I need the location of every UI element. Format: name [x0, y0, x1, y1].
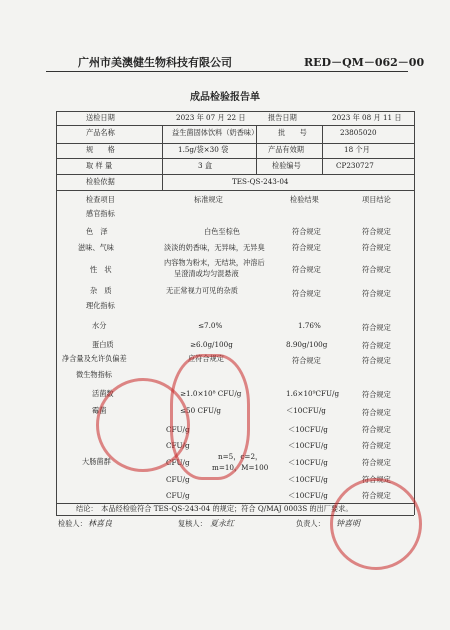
sensory-result: 符合规定: [292, 289, 321, 298]
physchem-result: 1.76%: [298, 321, 321, 330]
batch-number: 23805020: [340, 128, 377, 137]
coliform-sampling-line2: m=10，M=100: [212, 463, 269, 472]
basis-value: TES-QS-243-04: [232, 177, 289, 186]
coliform-result: ＜10CFU/g: [288, 475, 328, 484]
sensory-standard: 白色至棕色: [204, 227, 240, 236]
shelf-life-label: 产品有效期: [268, 145, 304, 154]
sensory-result: 符合规定: [292, 243, 321, 252]
physchem-item: 水分: [92, 321, 107, 330]
micro-item: 活菌数: [92, 389, 114, 398]
reviewer-label: 复核人：: [178, 519, 207, 528]
report-date: 2023 年 08 月 11 日: [332, 113, 402, 122]
shelf-life-value: 18 个月: [344, 145, 370, 154]
physchem-conclusion: 符合规定: [362, 356, 391, 365]
sensory-conclusion: 符合规定: [362, 227, 391, 236]
document-number: RED－QM－062－00: [304, 56, 425, 69]
col-header-item: 检查项目: [86, 195, 115, 204]
sensory-standard: 无正常视力可见的杂质: [166, 286, 238, 295]
sensory-result: 符合规定: [292, 265, 321, 274]
report-title: 成品检验报告单: [190, 92, 260, 103]
coliform-result: ＜10CFU/g: [288, 458, 328, 467]
sensory-conclusion: 符合规定: [362, 265, 391, 274]
col-header-result: 检验结果: [290, 195, 319, 204]
sensory-item: 滋味、气味: [78, 243, 114, 252]
sensory-conclusion: 符合规定: [362, 289, 391, 298]
coliform-conclusion: 符合规定: [362, 491, 391, 500]
physchem-result: 8.90g/100g: [286, 340, 328, 349]
col-header-conclusion: 项目结论: [362, 195, 391, 204]
delivery-date-label: 送检日期: [86, 113, 115, 122]
sensory-standard: 淡淡的奶香味，无异味，无异臭: [164, 243, 265, 252]
micro-standard: ≥1.0×10⁸ CFU/g: [180, 389, 242, 398]
reviewer-signature: 夏永红: [210, 519, 234, 528]
product-name-label: 产品名称: [86, 128, 115, 137]
manager-label: 负责人：: [296, 519, 325, 528]
col-header-standard: 标准规定: [194, 195, 223, 204]
spec-value: 1.5g/袋×30 袋: [178, 145, 229, 154]
coliform-conclusion: 符合规定: [362, 441, 391, 450]
physchem-result: 符合规定: [292, 356, 321, 365]
coliform-unit: CFU/g: [166, 425, 190, 434]
report-date-label: 报告日期: [268, 113, 297, 122]
delivery-date: 2023 年 07 月 22 日: [176, 113, 246, 122]
conclusion-text: 结论： 本品经检验符合 TES-QS-243-04 的规定；符合 Q/MAJ 0003S 的出厂要求。: [76, 504, 353, 513]
sensory-conclusion: 符合规定: [362, 243, 391, 252]
test-no-label: 检验编号: [272, 161, 301, 170]
coliform-result: ＜10CFU/g: [288, 491, 328, 500]
approval-stamp-right: [330, 475, 422, 570]
micro-result: ＜10CFU/g: [286, 406, 326, 415]
micro-item: 霉菌: [92, 406, 107, 415]
coliform-conclusion: 符合规定: [362, 458, 391, 467]
sensory-item: 色 泽: [86, 227, 108, 236]
coliform-conclusion: 符合规定: [362, 475, 391, 484]
inspector-label: 检验人：: [58, 519, 87, 528]
header-rule: [46, 71, 408, 72]
micro-conclusion: 符合规定: [362, 390, 391, 399]
micro-result: 1.6×10⁹CFU/g: [286, 389, 340, 398]
physchem-item: 净含量及允许负偏差: [62, 354, 127, 363]
sensory-standard-line2: 呈澄清或均匀混悬液: [174, 269, 239, 278]
inspector-signature: 林喜良: [88, 519, 112, 528]
section-sensory: 感官指标: [86, 209, 115, 218]
batch-label: 批 号: [278, 128, 307, 137]
coliform-result: ＜10CFU/g: [288, 425, 328, 434]
physchem-item: 蛋白质: [92, 340, 114, 349]
spec-label: 规 格: [86, 145, 115, 154]
sample-qty-label: 取 样 量: [86, 161, 113, 170]
qc-stamp-center: [170, 354, 250, 480]
company-name: 广州市美澳健生物科技有限公司: [78, 56, 232, 69]
micro-conclusion: 符合规定: [362, 408, 391, 417]
section-micro: 微生物指标: [76, 370, 112, 379]
sensory-item: 杂 质: [90, 286, 112, 295]
coliform-item: 大肠菌群: [82, 457, 111, 466]
physchem-conclusion: 符合规定: [362, 323, 391, 332]
sensory-standard: 内容物为粉末，无结块，冲溶后: [164, 258, 265, 267]
micro-standard: ≤50 CFU/g: [180, 406, 222, 415]
manager-signature: 钟喜明: [336, 519, 360, 528]
coliform-conclusion: 符合规定: [362, 425, 391, 434]
sensory-result: 符合规定: [292, 227, 321, 236]
coliform-sampling: n=5，c=2，: [218, 452, 263, 461]
coliform-unit: CFU/g: [166, 491, 190, 500]
coliform-unit: CFU/g: [166, 458, 190, 467]
basis-label: 检验依据: [86, 177, 115, 186]
sample-qty-value: 3 盒: [198, 161, 213, 170]
physchem-standard: ≤7.0%: [198, 321, 223, 330]
coliform-unit: CFU/g: [166, 441, 190, 450]
physchem-standard: ≥6.0g/100g: [190, 340, 233, 349]
product-name: 益生菌固体饮料（奶香味）: [172, 128, 259, 137]
physchem-conclusion: 符合规定: [362, 341, 391, 350]
coliform-result: ＜10CFU/g: [288, 441, 328, 450]
physchem-standard: 应符合规定: [188, 354, 224, 363]
sensory-item: 性 状: [90, 265, 112, 274]
test-no-value: CP230727: [336, 161, 374, 170]
coliform-unit: CFU/g: [166, 475, 190, 484]
section-physchem: 理化指标: [86, 301, 115, 310]
